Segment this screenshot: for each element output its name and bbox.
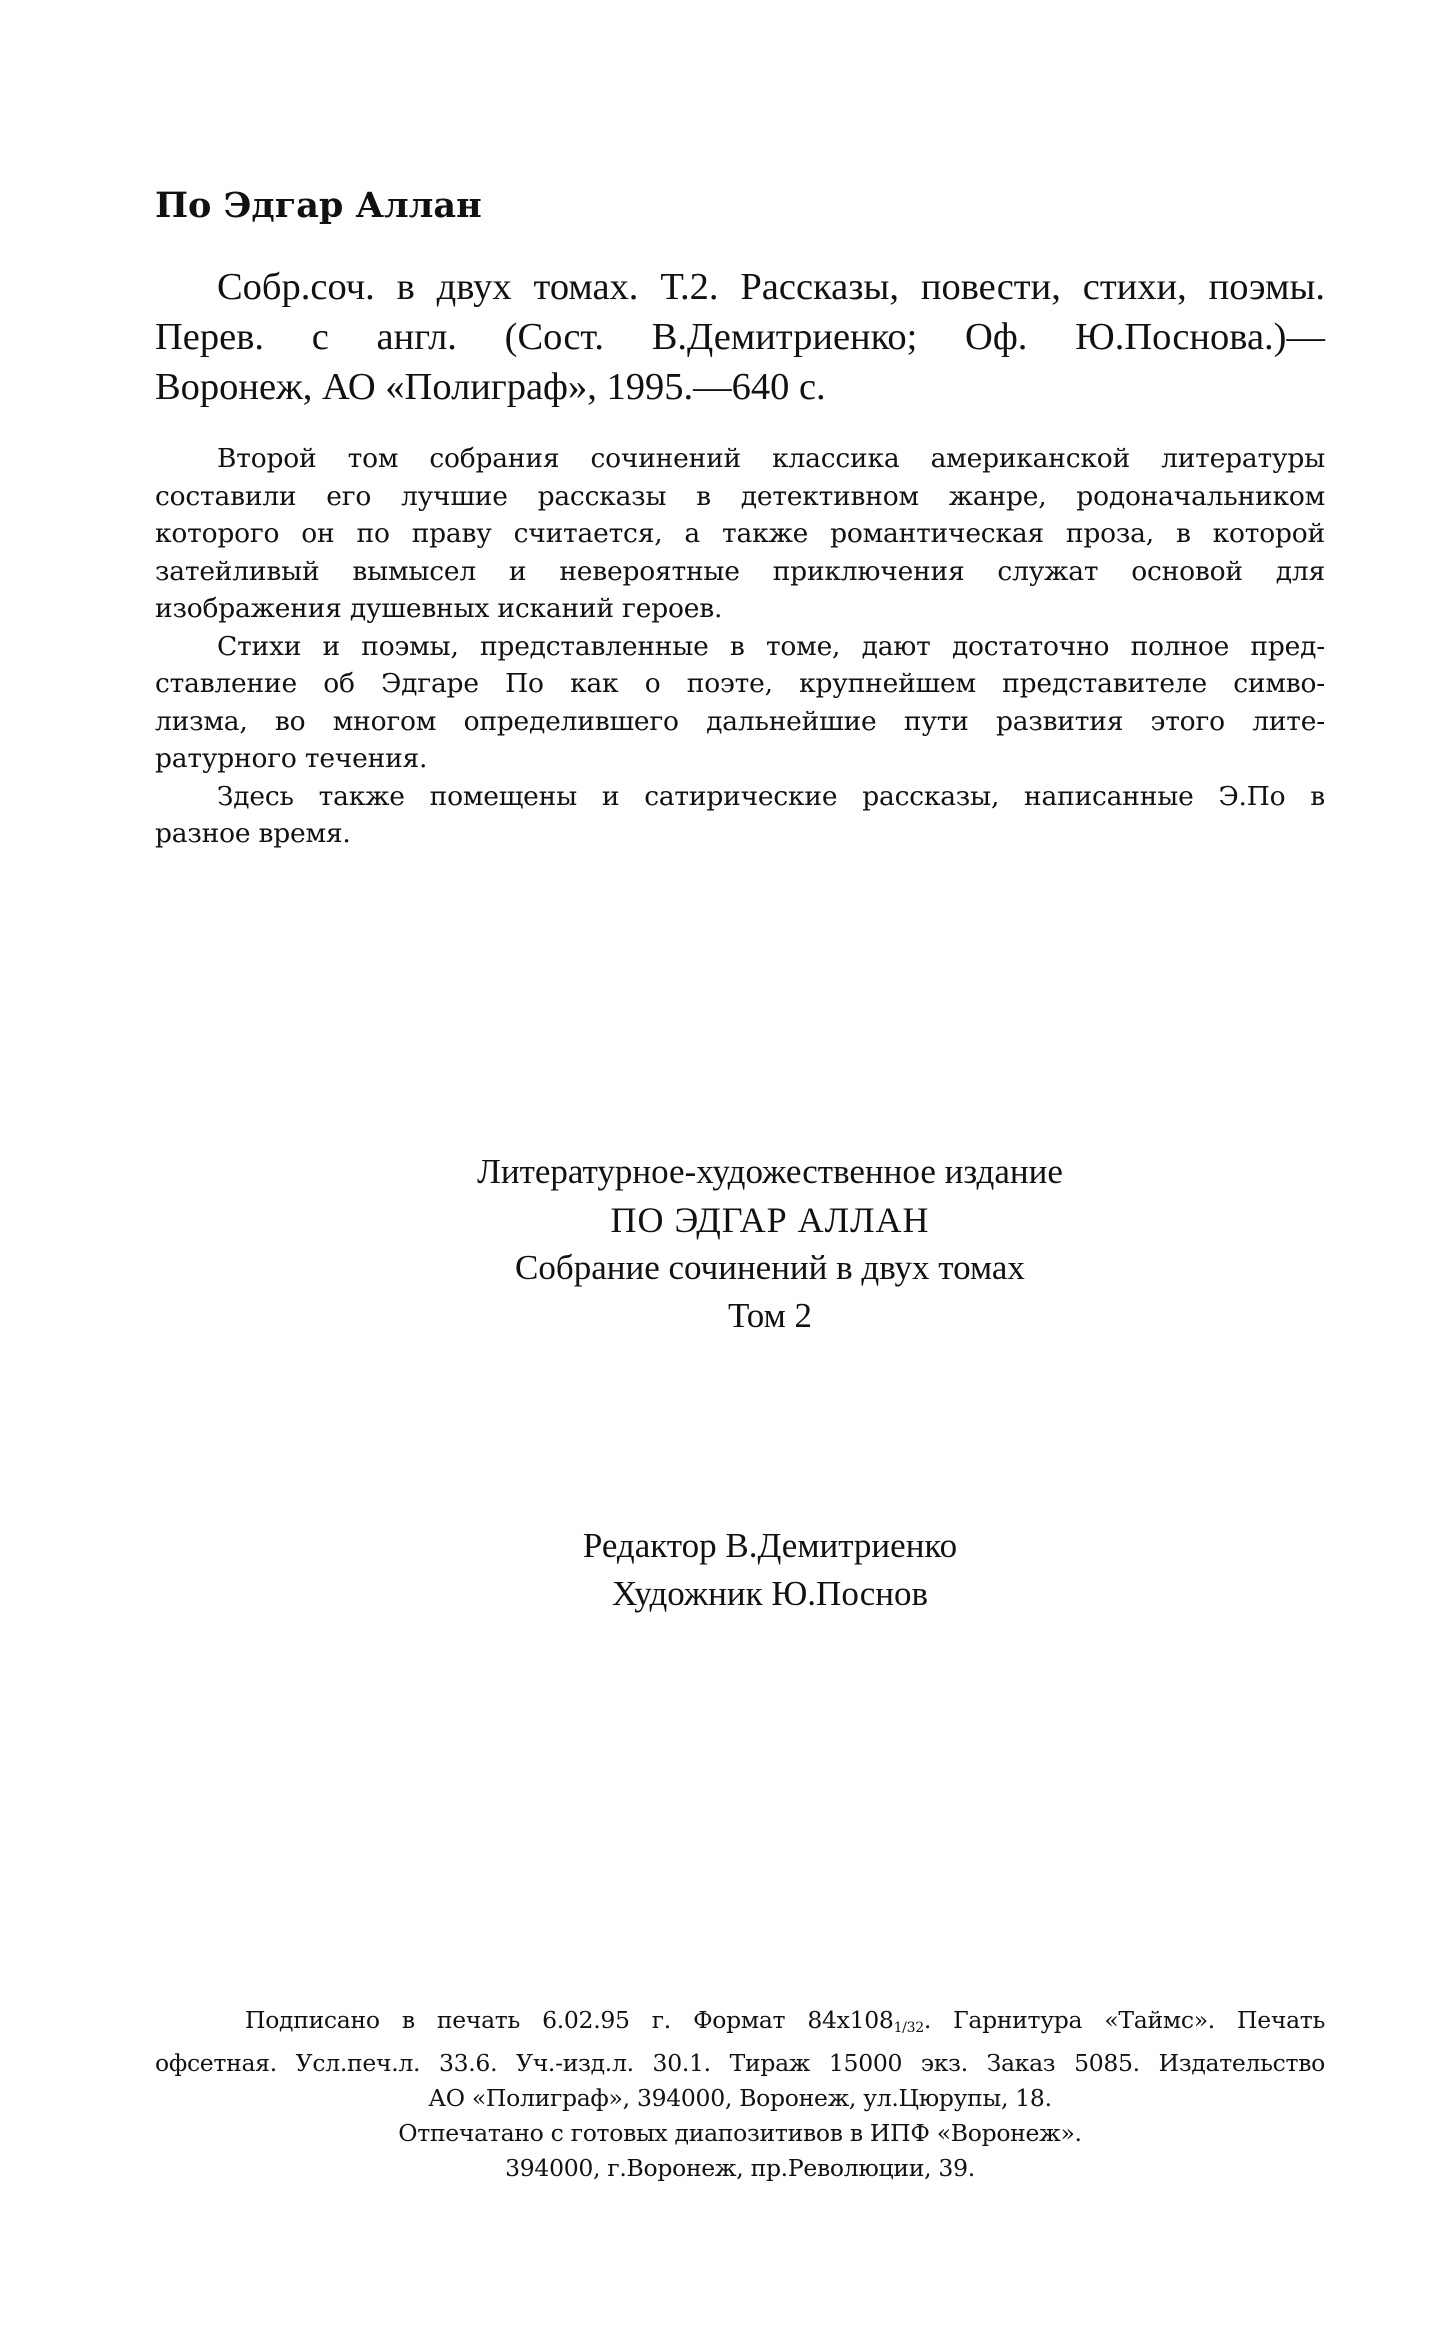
- imprint-line: АО «Полиграф», 394000, Воронеж, ул.Цюрупы, 18.: [428, 2084, 1052, 2112]
- credits: [155, 1522, 1385, 1618]
- annotation-line: затейливый вымысел и невероятные приключения служат основой для: [155, 555, 1325, 587]
- annotation: [155, 440, 1325, 853]
- author-heading: По Эдгар Аллан: [155, 185, 482, 226]
- bibliographic-description: [155, 262, 1325, 412]
- annotation-line: ставление об Эдгаре По как о поэте, крупнейшем представителе симво-: [155, 668, 1325, 699]
- imprint-typeface: . Гарнитура «Таймс». Печать: [923, 2006, 1325, 2034]
- artist-credit: Художник Ю.Поснов: [612, 1574, 928, 1613]
- bibliographic-line: Собр.соч. в двух томах. Т.2. Рассказы, повести, стихи, поэмы.: [217, 266, 1325, 308]
- author-name-caps: ПО ЭДГАР АЛЛАН: [610, 1200, 930, 1240]
- volume-number: Том 2: [728, 1296, 812, 1335]
- imprint-signed-format: Подписано в печать 6.02.95 г. Формат 84х108: [245, 2006, 894, 2034]
- publication-imprint: [155, 2003, 1325, 2186]
- collection-title: Собрание сочинений в двух томах: [515, 1248, 1025, 1287]
- annotation-line: Второй том собрания сочинений классика американской литературы: [217, 443, 1325, 474]
- title-block: [155, 1148, 1385, 1340]
- imprint-line: Отпечатано с готовых диапозитивов в ИПФ «Воронеж».: [398, 2119, 1082, 2147]
- annotation-line: составили его лучшие рассказы в детективном жанре, родоначальником: [155, 480, 1325, 512]
- imprint-line: офсетная. Усл.печ.л. 33.6. Уч.-изд.л. 30.1. Тираж 15000 экз. Заказ 5085. Издательство: [155, 2049, 1325, 2077]
- annotation-line: лизма, во многом определившего дальнейшие пути развития этого лите-: [155, 705, 1325, 737]
- annotation-line: разное время.: [155, 818, 351, 849]
- annotation-line: изображения душевных исканий героев.: [155, 593, 723, 624]
- bibliographic-line: Перев. с англ. (Сост. В.Демитриенко; Оф. Ю.Поснова.)—: [155, 316, 1325, 358]
- edition-type: Литературное-художественное издание: [477, 1152, 1063, 1191]
- annotation-line: которого он по праву считается, а также романтическая проза, в которой: [155, 518, 1325, 549]
- editor-credit: Редактор В.Демитриенко: [582, 1526, 958, 1565]
- annotation-line: Здесь также помещены и сатирические рассказы, написанные Э.По в: [217, 780, 1325, 812]
- format-fraction: 1/32: [893, 2020, 924, 2036]
- annotation-line: Стихи и поэмы, представленные в томе, дают достаточно полное пред-: [217, 630, 1325, 662]
- bibliographic-line: Воронеж, АО «Полиграф», 1995.—640 с.: [155, 366, 826, 408]
- annotation-line: ратурного течения.: [155, 743, 428, 774]
- imprint-line: 394000, г.Воронеж, пр.Революции, 39.: [505, 2154, 975, 2182]
- imprint-line: [155, 2003, 1325, 2046]
